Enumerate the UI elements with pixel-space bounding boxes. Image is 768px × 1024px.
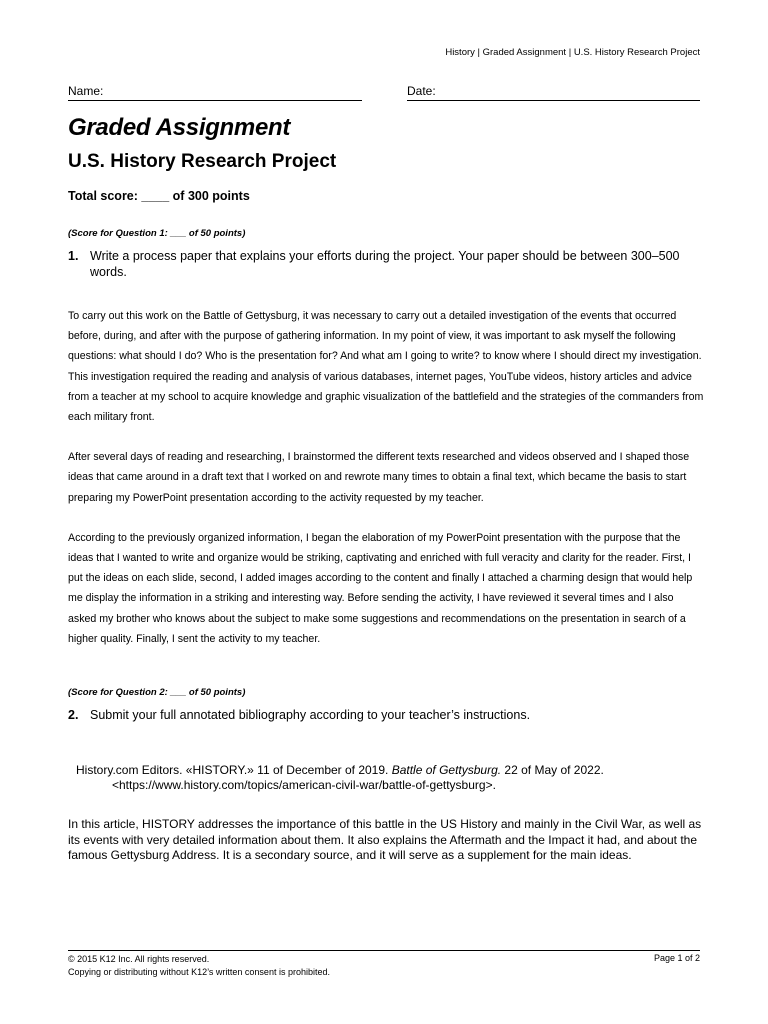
name-label: Name: (68, 84, 104, 98)
bibliography-citation (76, 763, 732, 793)
copy-notice: Copying or distributing without K12’s written consent is prohibited. (68, 966, 330, 977)
page-number: Page 1 of 2 (653, 953, 700, 963)
answer-paragraph: To carry out this work on the Battle of Gettysburg, it was necessary to carry out a detailed investigation of the events that occurred before, during, and after with the purpose of gathering information. In my point of view, it was important to ask myself the following questions: what should I do? Who is the presentation for? And what am I going to write? to know where I should direct my investigation. This investigation required the reading and analysis of various databases, internet pages, YouTube videos, history articles and advice from a teacher at my school to acquire knowledge and graphic visualization of the battlefield and the strategies of the commanders from each military front. (68, 310, 704, 424)
date-label: Date: (407, 84, 436, 98)
annotation-summary: In this article, HISTORY addresses the importance of this battle in the US History and mainly in the Civil War, as well as its events with very detailed information about them. It also explains the Aftermath and the Impact it had, and about the famous Gettysburg Address. It is a secondary source, and it will serve as a supplement for the main ideas. (68, 817, 702, 863)
question-1 (68, 248, 708, 280)
question-number: 1. (68, 249, 79, 263)
copyright-text: © 2015 K12 Inc. All rights reserved. (68, 954, 210, 964)
citation-details: 22 of May of 2022. <https://www.history.com/topics/american-civil-war/battle-of-gettysburg>. (112, 763, 604, 792)
running-header: History | Graded Assignment | U.S. History Research Project (445, 47, 700, 58)
q2-score-note: (Score for Question 2: ___ of 50 points) (68, 687, 246, 698)
date-field (407, 84, 700, 101)
total-score: Total score: ____ of 300 points (68, 189, 250, 203)
answer-paragraph: According to the previously organized information, I began the elaboration of my PowerPoint presentation with the purpose that the ideas that I wanted to write and organize would be striking, captivating and enriched with full veracity and clarity for the reader. First, I put the ideas on each slide, second, I added images according to the content and finally I attached a charming design that would help me display the information in a striking and interesting way. Before sending the activity, I have reviewed it several times and I also asked my brother who knows about the subject to make some suggestions and recommendations on the presentation in search of a higher quality. Finally, I sent the activity to my teacher. (68, 531, 693, 645)
question-text: Write a process paper that explains your efforts during the project. Your paper should be between 300–500 words. (90, 249, 680, 279)
q1-answer (68, 306, 704, 669)
citation-source: History.com Editors. «HISTORY.» 11 of December of 2019. (76, 763, 392, 777)
citation-title: Battle of Gettysburg. (391, 763, 502, 777)
footer-legal (68, 953, 330, 978)
footer-divider (68, 950, 700, 951)
answer-paragraph: After several days of reading and researching, I brainstormed the different texts researched and videos observed and I shaped those ideas that came around in a draft text that I worked on and rewrote many times to obtain a final text, which became the basis to start preparing my PowerPoint presentation according to the activity requested by my teacher. (68, 451, 690, 504)
question-text: Submit your full annotated bibliography according to your teacher’s instructions. (90, 708, 531, 722)
page-title: Graded Assignment (68, 114, 291, 141)
question-2 (68, 707, 708, 723)
question-number: 2. (68, 708, 79, 722)
q1-score-note: (Score for Question 1: ___ of 50 points) (68, 228, 246, 239)
page-subtitle: U.S. History Research Project (68, 151, 337, 172)
name-field (68, 84, 362, 101)
